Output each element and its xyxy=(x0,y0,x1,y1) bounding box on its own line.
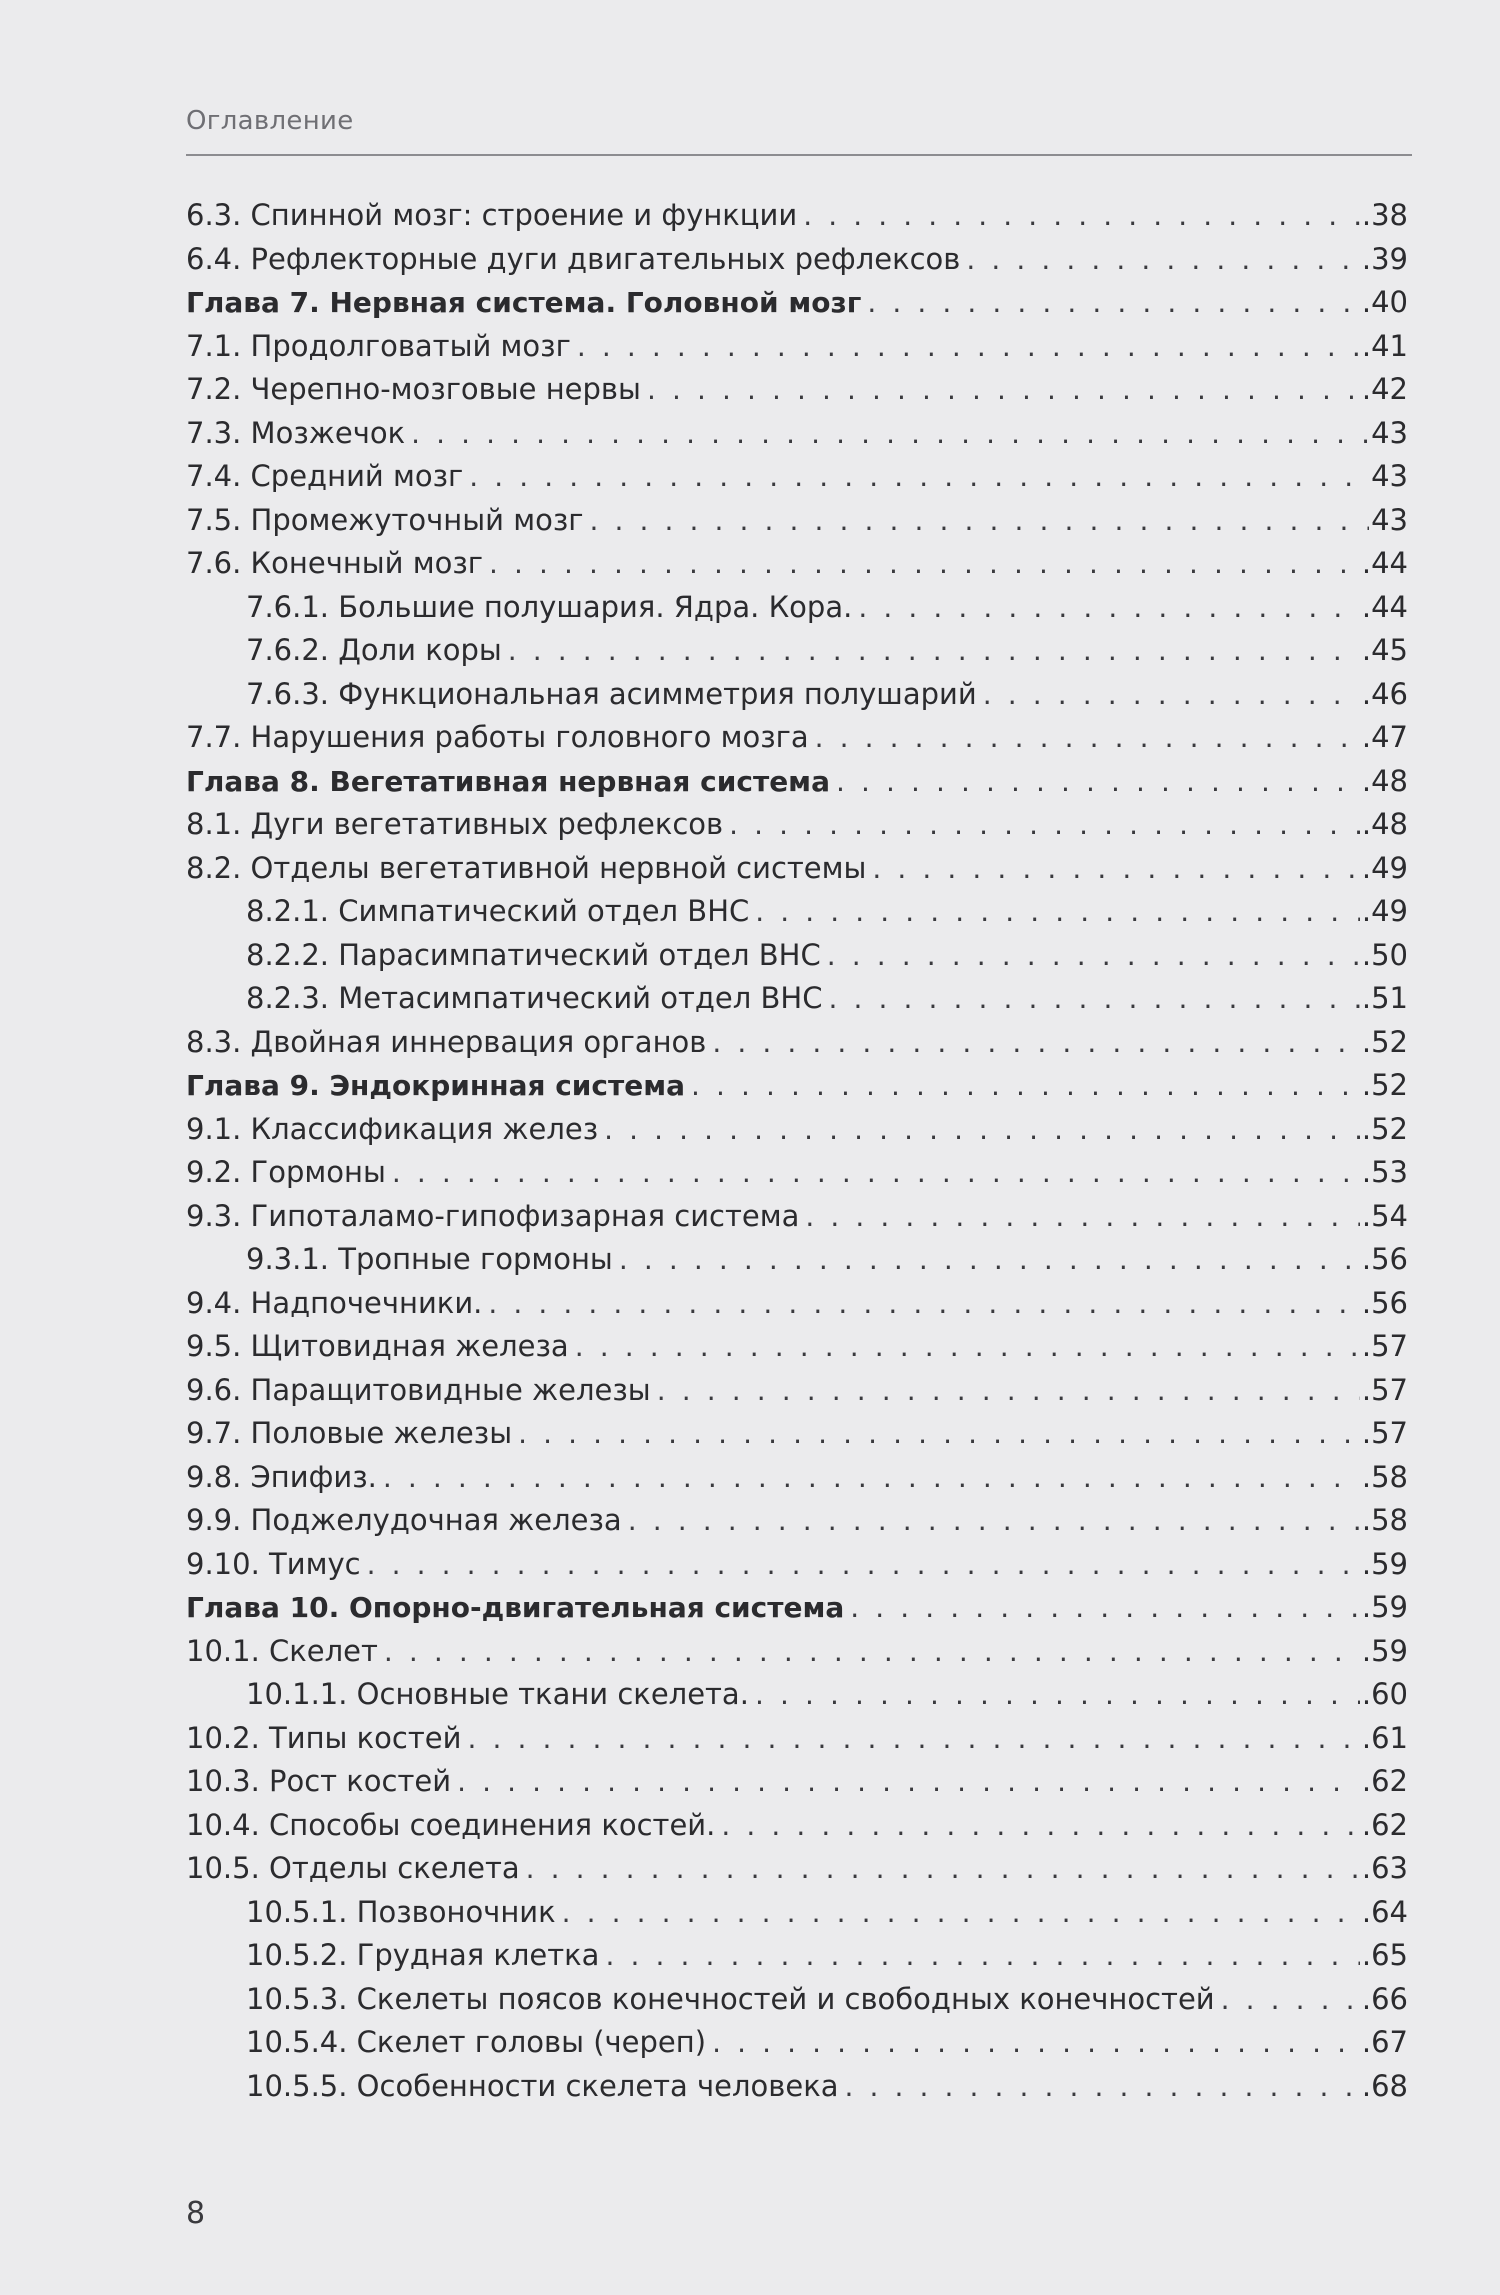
dot-leader xyxy=(691,1064,1360,1108)
toc-chapter-entry xyxy=(186,281,1408,325)
toc-entry-title: 9.5. Щитовидная железа xyxy=(186,1329,569,1363)
toc-entry-page: .59 xyxy=(1361,1546,1408,1581)
toc-entry xyxy=(186,1282,1408,1326)
running-head: Оглавление xyxy=(186,106,354,136)
toc-entry-title: 9.3. Гипоталамо-гипофизарная система xyxy=(186,1198,800,1233)
dot-leader xyxy=(755,1673,1360,1717)
header-rule xyxy=(186,154,1412,156)
toc-entry xyxy=(186,1978,1408,2022)
toc-entry-page: .41 xyxy=(1361,328,1408,363)
toc-entry-title: 9.3.1. Тропные гормоны xyxy=(246,1242,613,1276)
toc-entry xyxy=(186,1151,1408,1195)
dot-leader xyxy=(729,803,1360,847)
toc-entry-page: .56 xyxy=(1361,1285,1408,1320)
toc-entry-title: 9.6. Паращитовидные железы xyxy=(186,1372,651,1407)
toc-entry-title: 10.5. Отделы скелета xyxy=(186,1851,520,1885)
dot-leader xyxy=(508,629,1360,673)
dot-leader xyxy=(411,412,1369,456)
dot-leader xyxy=(836,760,1360,804)
dot-leader xyxy=(628,1499,1360,1543)
toc-chapter-entry xyxy=(186,1064,1408,1108)
toc-entry-page: .65 xyxy=(1361,1938,1408,1972)
toc-entry xyxy=(186,238,1408,282)
toc-entry-page: .59 xyxy=(1361,1590,1408,1624)
toc-entry xyxy=(186,1499,1408,1543)
toc-entry-page: .46 xyxy=(1361,676,1408,711)
toc-entry xyxy=(186,890,1408,934)
toc-entry xyxy=(186,412,1408,456)
toc-entry-title: 7.6.1. Большие полушария. Ядра. Кора. xyxy=(246,589,853,624)
toc-entry-page: .67 xyxy=(1361,2025,1408,2059)
toc-entry-page: .57 xyxy=(1361,1416,1408,1450)
dot-leader xyxy=(619,1238,1360,1282)
toc-entry xyxy=(186,455,1408,499)
toc-entry-title: 8.2.3. Метасимпатический отдел ВНС xyxy=(246,981,823,1015)
toc-entry-title: Глава 9. Эндокринная система xyxy=(186,1069,686,1102)
toc-entry xyxy=(186,629,1408,673)
toc-entry xyxy=(186,1195,1408,1239)
toc-entry-title: 8.1. Дуги вегетативных рефлексов xyxy=(186,807,724,841)
toc-entry-title: 7.3. Мозжечок xyxy=(186,415,406,450)
dot-leader xyxy=(827,934,1360,978)
toc-entry-page: .58 xyxy=(1361,1503,1408,1537)
toc-entry-title: Глава 8. Вегетативная нервная система xyxy=(186,764,830,798)
toc-chapter-entry xyxy=(186,1586,1408,1630)
toc-entry xyxy=(186,1717,1408,1761)
toc-entry xyxy=(186,716,1408,760)
dot-leader xyxy=(562,1891,1360,1935)
toc-entry xyxy=(186,1847,1408,1891)
toc-entry-title: 10.5.2. Грудная клетка xyxy=(246,1938,600,1972)
toc-entry xyxy=(186,1108,1408,1152)
toc-entry-page: .44 xyxy=(1361,546,1408,580)
toc-entry-title: 8.2.2. Парасимпатический отдел ВНС xyxy=(246,937,821,972)
table-of-contents xyxy=(186,194,1408,2108)
dot-leader xyxy=(828,977,1359,1021)
toc-entry-title: 6.4. Рефлекторные дуги двигательных рефлексов xyxy=(186,241,961,276)
toc-entry-title: 9.8. Эпифиз. xyxy=(186,1459,377,1494)
toc-entry-title: 10.5.3. Скелеты поясов конечностей и свободных конечностей xyxy=(246,1981,1215,2016)
dot-leader xyxy=(712,2021,1360,2065)
toc-entry xyxy=(186,1456,1408,1500)
dot-leader xyxy=(845,2065,1360,2109)
toc-entry xyxy=(186,1238,1408,1282)
toc-entry-title: 10.3. Рост костей xyxy=(186,1764,452,1798)
toc-entry-page: .51 xyxy=(1361,981,1408,1015)
toc-entry-page: .62 xyxy=(1361,1764,1408,1798)
toc-entry-page: .59 xyxy=(1361,1633,1408,1668)
toc-entry-title: 10.2. Типы костей xyxy=(186,1720,462,1755)
page-number: 8 xyxy=(186,2196,206,2231)
toc-entry-page: 43 xyxy=(1371,459,1408,493)
dot-leader xyxy=(647,368,1360,412)
toc-entry xyxy=(186,325,1408,369)
toc-entry-page: .49 xyxy=(1361,850,1408,885)
toc-entry xyxy=(186,2021,1408,2065)
dot-leader xyxy=(815,716,1360,760)
toc-entry xyxy=(186,977,1408,1021)
toc-entry xyxy=(186,1673,1408,1717)
toc-entry xyxy=(186,1891,1408,1935)
toc-entry xyxy=(186,586,1408,630)
dot-leader xyxy=(383,1456,1360,1500)
toc-entry xyxy=(186,368,1408,412)
toc-entry xyxy=(186,499,1408,543)
toc-entry-page: 43 xyxy=(1371,415,1408,450)
dot-leader xyxy=(872,847,1359,891)
toc-entry-page: .57 xyxy=(1361,1329,1408,1363)
toc-entry-title: 9.10. Тимус xyxy=(186,1546,361,1581)
toc-entry-page: .48 xyxy=(1361,807,1408,841)
toc-entry-page: .52 xyxy=(1361,1111,1408,1146)
toc-entry xyxy=(186,934,1408,978)
toc-entry-page: .52 xyxy=(1361,1024,1408,1059)
toc-entry xyxy=(186,1934,1408,1978)
dot-leader xyxy=(858,586,1360,630)
dot-leader xyxy=(983,673,1360,717)
toc-entry-page: .56 xyxy=(1361,1242,1408,1276)
toc-entry-page: .47 xyxy=(1361,720,1408,754)
toc-entry-title: 10.1. Скелет xyxy=(186,1633,378,1668)
toc-entry-title: 7.6.2. Доли коры xyxy=(246,633,502,667)
toc-entry-page: .54 xyxy=(1361,1198,1408,1233)
toc-entry xyxy=(186,1630,1408,1674)
toc-entry-title: 7.7. Нарушения работы головного мозга xyxy=(186,720,809,754)
dot-leader xyxy=(469,455,1369,499)
toc-entry xyxy=(186,1412,1408,1456)
toc-entry-title: 7.1. Продолговатый мозг xyxy=(186,328,571,363)
dot-leader xyxy=(867,281,1360,325)
toc-entry-title: Глава 10. Опорно-двигательная система xyxy=(186,1591,845,1624)
toc-entry-title: 9.7. Половые железы xyxy=(186,1416,513,1450)
toc-entry-title: 8.3. Двойная иннервация органов xyxy=(186,1024,707,1059)
toc-entry-title: 6.3. Спинной мозг: строение и функции xyxy=(186,198,798,232)
toc-entry-page: .38 xyxy=(1361,198,1408,232)
dot-leader xyxy=(805,1195,1359,1239)
toc-entry xyxy=(186,1369,1408,1413)
toc-entry-page: .68 xyxy=(1361,2068,1408,2103)
toc-entry xyxy=(186,194,1408,238)
toc-entry-page: .40 xyxy=(1361,285,1408,319)
dot-leader xyxy=(604,1108,1360,1152)
toc-entry-page: .49 xyxy=(1361,894,1408,928)
toc-entry-title: 9.1. Классификация желез xyxy=(186,1111,599,1146)
dot-leader xyxy=(575,1325,1360,1369)
toc-entry xyxy=(186,1760,1408,1804)
dot-leader xyxy=(590,499,1370,543)
toc-entry-page: 43 xyxy=(1371,502,1408,537)
dot-leader xyxy=(966,238,1360,282)
toc-chapter-entry xyxy=(186,760,1408,804)
toc-entry xyxy=(186,847,1408,891)
toc-entry-title: 9.9. Поджелудочная железа xyxy=(186,1503,622,1537)
toc-entry-title: 7.2. Черепно-мозговые нервы xyxy=(186,372,641,406)
toc-entry-title: 10.4. Способы соединения костей. xyxy=(186,1807,716,1842)
dot-leader xyxy=(526,1847,1360,1891)
toc-entry-title: 7.4. Средний мозг xyxy=(186,459,464,493)
toc-entry-page: .66 xyxy=(1361,1981,1408,2016)
toc-entry-page: .63 xyxy=(1361,1851,1408,1885)
dot-leader xyxy=(657,1369,1360,1413)
dot-leader xyxy=(488,1282,1359,1326)
toc-entry xyxy=(186,1021,1408,1065)
toc-entry xyxy=(186,1804,1408,1848)
dot-leader xyxy=(489,542,1360,586)
toc-entry-page: .52 xyxy=(1361,1068,1408,1102)
dot-leader xyxy=(712,1021,1360,1065)
toc-entry-title: 7.5. Промежуточный мозг xyxy=(186,502,584,537)
toc-entry-page: .53 xyxy=(1361,1155,1408,1189)
dot-leader xyxy=(367,1543,1360,1587)
toc-entry-page: .50 xyxy=(1361,937,1408,972)
toc-entry-title: 10.5.5. Особенности скелета человека xyxy=(246,2068,839,2103)
toc-entry xyxy=(186,1325,1408,1369)
dot-leader xyxy=(755,890,1360,934)
toc-entry-title: 10.1.1. Основные ткани скелета. xyxy=(246,1677,749,1711)
toc-entry-page: .44 xyxy=(1361,589,1408,624)
toc-entry-title: 10.5.4. Скелет головы (череп) xyxy=(246,2025,707,2059)
dot-leader xyxy=(384,1630,1360,1674)
dot-leader xyxy=(721,1804,1360,1848)
toc-entry-page: .45 xyxy=(1361,633,1408,667)
dot-leader xyxy=(392,1151,1360,1195)
toc-entry xyxy=(186,2065,1408,2109)
toc-entry-title: Глава 7. Нервная система. Головной мозг xyxy=(186,286,862,319)
toc-entry xyxy=(186,673,1408,717)
toc-entry-title: 8.2.1. Симпатический отдел ВНС xyxy=(246,894,750,928)
toc-entry xyxy=(186,542,1408,586)
toc-entry-page: .61 xyxy=(1361,1720,1408,1755)
dot-leader xyxy=(577,325,1360,369)
toc-entry-page: .48 xyxy=(1361,763,1408,798)
dot-leader xyxy=(803,194,1360,238)
dot-leader xyxy=(467,1717,1359,1761)
dot-leader xyxy=(850,1586,1360,1630)
toc-entry-page: .62 xyxy=(1361,1807,1408,1842)
toc-entry-title: 8.2. Отделы вегетативной нервной системы xyxy=(186,850,867,885)
toc-entry-page: .39 xyxy=(1361,241,1408,276)
toc-entry-title: 9.4. Надпочечники. xyxy=(186,1285,483,1320)
toc-entry-title: 10.5.1. Позвоночник xyxy=(246,1894,556,1929)
toc-entry xyxy=(186,803,1408,847)
toc-entry-page: .42 xyxy=(1361,372,1408,406)
toc-entry-page: .60 xyxy=(1361,1677,1408,1711)
toc-entry-title: 7.6. Конечный мозг xyxy=(186,546,484,580)
toc-entry-title: 7.6.3. Функциональная асимметрия полушарий xyxy=(246,676,977,711)
toc-entry-page: .58 xyxy=(1361,1459,1408,1494)
dot-leader xyxy=(457,1760,1360,1804)
toc-entry xyxy=(186,1543,1408,1587)
toc-entry-page: .64 xyxy=(1361,1894,1408,1929)
toc-entry-page: .57 xyxy=(1361,1372,1408,1407)
dot-leader xyxy=(605,1934,1359,1978)
dot-leader xyxy=(518,1412,1360,1456)
toc-entry-title: 9.2. Гормоны xyxy=(186,1155,386,1189)
dot-leader xyxy=(1221,1978,1360,2022)
